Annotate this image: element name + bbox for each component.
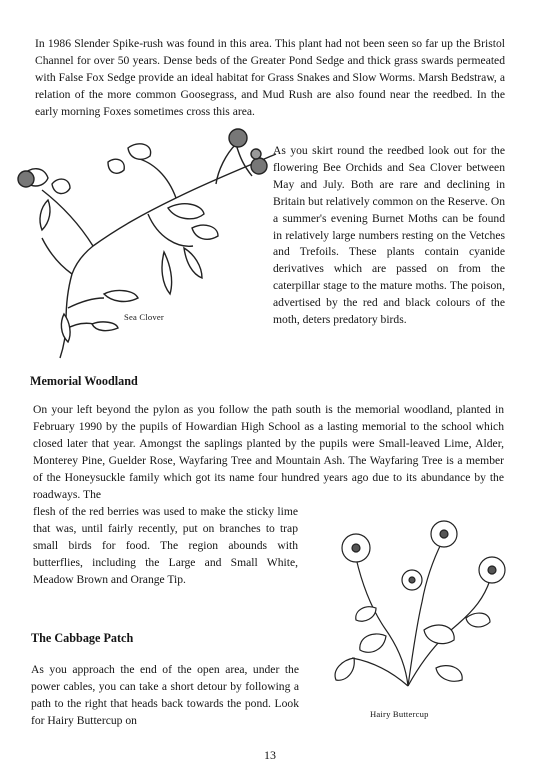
sea-clover-illustration [8,118,278,368]
page-number: 13 [264,748,276,762]
reedbed-paragraph: As you skirt round the reedbed look out for the flowering Bee Orchids and Sea Clover between May and July. Both are rare and declining in Britain but relatively common on the Reserve. On a summer's evening Burnet Moths can be found in relatively large numbers resting on the Vetches and Trefoils. These plants contain cyanide derivatives which are passed on from the caterpillar stage to the mature moths. The poison, advertised by the red and black colours of the moth, deters predatory birds. [273,144,505,327]
cabbage-patch-paragraph: As you approach the end of the open area, under the power cables, you can take a short detour by following a path to the right that heads back towards the pond. Look for Hairy Buttercup on [31,663,299,727]
hairy-buttercup-illustration [316,518,506,690]
sea-clover-caption: Sea Clover [124,312,164,322]
memorial-woodland-paragraph-a: On your left beyond the pylon as you follow the path south is the memorial woodland, planted in February 1990 by the pupils of Howardian High School as a lasting memorial to the school which closed later that year. Amongst the saplings planted by the pupils were Small-leaved Lime, Alder, Monterey Pine, Guelder Rose, Wayfaring Tree and Mountain Ash. The Wayfaring Tree is a member of the Honeysuckle family which got its name four hundred years ago due to its abundance by the roadways. The [33,403,504,501]
memorial-woodland-paragraph-b: flesh of the red berries was used to make the sticky lime that was, until fairly recently, put on branches to trap small birds for food. The region abounds with butterflies, including the Large and Small White, Meadow Brown and Orange Tip. [33,505,298,586]
intro-paragraph: In 1986 Slender Spike-rush was found in this area. This plant had not been seen so far up the Bristol Channel for over 50 years. Dense beds of the Greater Pond Sedge and thick grass swards permeated with False Fox Sedge provide an ideal habitat for Grass Snakes and Slow Worms. Marsh Bedstraw, a relation of the more common Goosegrass, and Mud Rush are also found near the reedbed. In the early morning Foxes sometimes cross this area. [35,37,505,118]
cabbage-patch-heading: The Cabbage Patch [31,631,134,645]
hairy-buttercup-caption: Hairy Buttercup [370,709,429,719]
memorial-woodland-heading: Memorial Woodland [30,374,138,388]
